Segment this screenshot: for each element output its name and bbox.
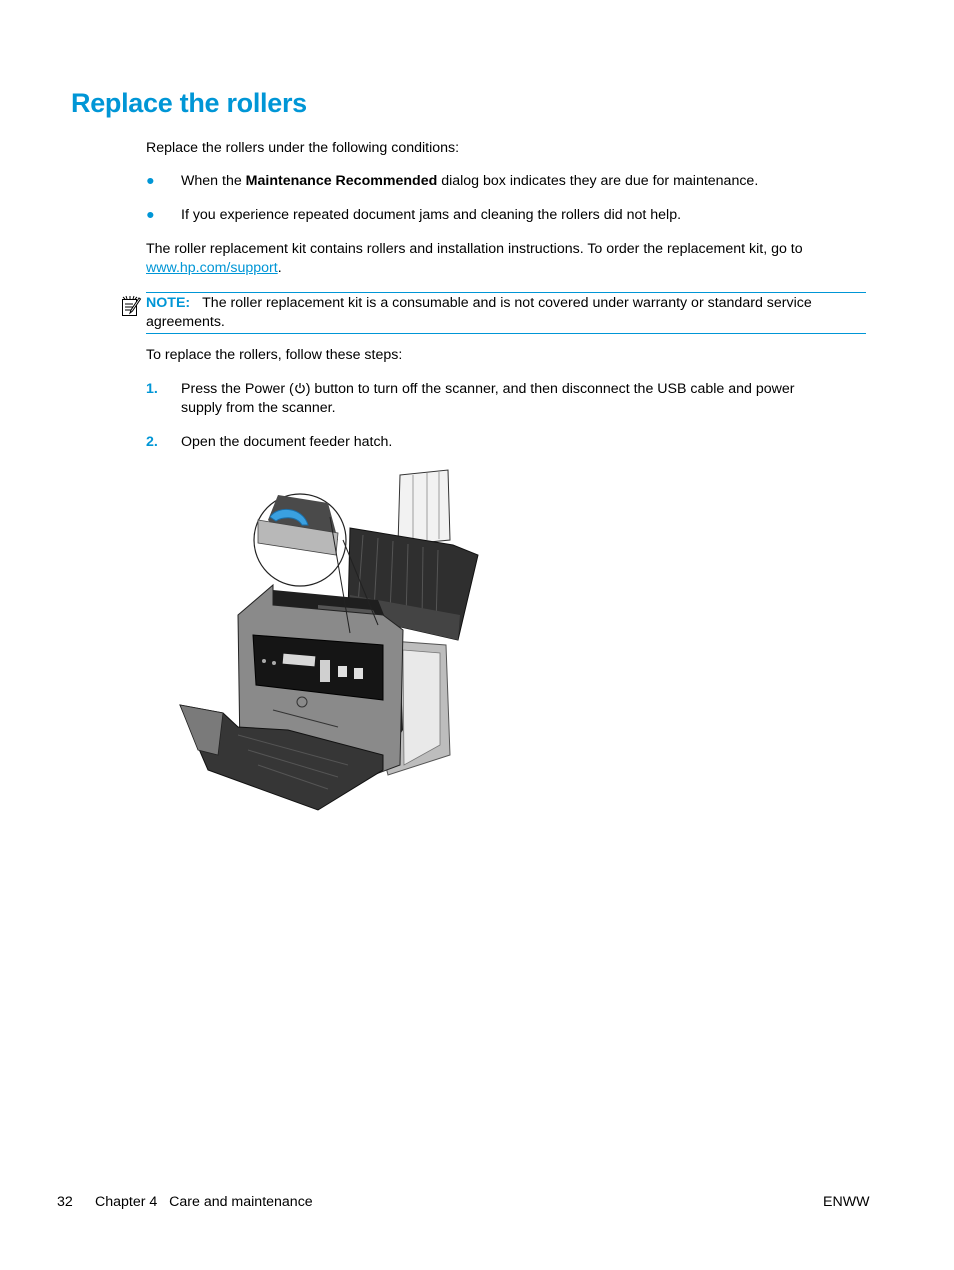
power-icon: [294, 382, 306, 394]
bullet-marker: ●: [146, 207, 155, 223]
step-text: Press the Power ( ) button to turn off the scanner, and then disconnect the USB cable and power supply from the scanner.: [181, 381, 795, 416]
step-number: 1.: [146, 381, 158, 397]
intro-paragraph: Replace the rollers under the following conditions:: [146, 140, 460, 156]
step-number: 2.: [146, 434, 158, 450]
note-box: [146, 292, 866, 334]
footer-page-number: 32: [57, 1194, 73, 1210]
kit-paragraph: The roller replacement kit contains rollers and installation instructions. To order the replacement kit, go to www.hp.com/support.: [146, 241, 803, 276]
footer-chapter: Chapter 4 Care and maintenance: [95, 1194, 313, 1210]
note-icon: [120, 294, 142, 318]
scanner-illustration: [178, 465, 483, 815]
note-label: NOTE:: [146, 295, 191, 311]
support-link[interactable]: www.hp.com/support: [146, 260, 278, 276]
note-text: NOTE: The roller replacement kit is a consumable and is not covered under warranty or standard service agreements.: [146, 295, 812, 330]
bullet-item: If you experience repeated document jams and cleaning the rollers did not help.: [181, 207, 682, 223]
page-title: Replace the rollers: [71, 88, 307, 118]
steps-intro: To replace the rollers, follow these steps:: [146, 347, 403, 363]
bullet-marker: ●: [146, 173, 155, 189]
footer-doc-code: ENWW: [823, 1194, 870, 1210]
bullet-item: When the Maintenance Recommended dialog box indicates they are due for maintenance.: [181, 173, 759, 189]
step-text: Open the document feeder hatch.: [181, 434, 393, 450]
